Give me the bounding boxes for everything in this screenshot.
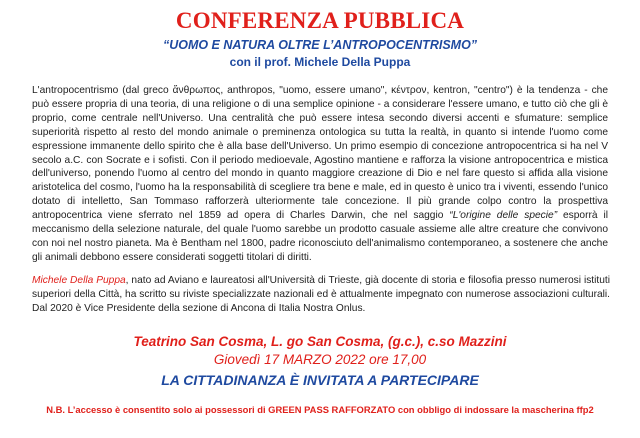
intro-text-part2: esporrà il meccanismo della selezione naturale, del quale l'uomo sarebbe un prodotto casuale assieme alle altre creature che convivono con noi nel nostro pianeta. Ma è Bentham nel 1800, padre riconosciuto dell'animalismo contemporaneo, a sostenere che anche gli animali debbono essere considerati soggetti titolari di diritti. [32,210,608,263]
intro-text-part1: L'antropocentrismo (dal greco ἄνθρωπος, anthropos, "uomo, essere umano", κέντρον, kentron, "centro") è la tendenza - che può essere propria di una teoria, di una religione o di una semplice opinione - a considerare l'essere umano, e tutto ciò che gli è proprio, come centrale nell'Universo. Una centralità che può essere intesa secondo diversi accenti e sfumature: semplice superiorità rispetto al resto del mondo animale o preminenza ontologica su tutta la realtà, in quanto si intende l'uomo come espressione immanente dello spirito che è alla base dell'Universo. Un primo esempio di concezione antropocentrica si ha nel V secolo a.C. con Socrate e i sofisti. Con il periodo medioevale, Agostino mantiene e rafforza la visione antropocentrica e mistica dell'universo, ponendo l'uomo al centro del mondo in quanto maggiore creazione di Dio e nel fare questo si affida alla visione aristotelica del cosmo, l'uomo ha la responsabilità di scegliere tra bene e male, ed in questo è unico tra i viventi, essendo l'unico dotato di intelletto, San Tommaso rafforzerà ulteriormente tale concezione. Il più grande colpo contro la prospettiva antropocentrica viene sferrato nel 1859 ad opera di Charles Darwin, che nel saggio [32,85,608,222]
invitation-line: LA CITTADINANZA È INVITATA A PARTECIPARE [161,372,479,388]
conference-subtitle: “UOMO E NATURA OLTRE L’ANTROPOCENTRISMO” [162,38,478,52]
access-note: N.B. L’accesso è consentito solo ai possessori di GREEN PASS RAFFORZATO con obbligo di indossare la mascherina ffp2 [46,404,594,415]
book-title: “L'origine delle specie” [449,210,558,222]
bio-text: , nato ad Aviano e laureatosi all'Università di Trieste, già docente di storia e filosofia presso numerosi istituti superiori della Città, ha scritto su riviste specializzate nazionali ed è attualmente impegnato con numerose associazioni culturali. Dal 2020 è Vice Presidente della sezione di Ancona di Italia Nostra Onlus. [32,275,610,314]
speaker-bio [32,274,610,316]
bio-name: Michele Della Puppa [32,275,126,286]
intro-paragraph [32,84,608,265]
event-venue: Teatrino San Cosma, L. go San Cosma, (g.c.), c.so Mazzini [133,334,507,349]
page-title: CONFERENZA PUBBLICA [175,8,465,33]
event-date: Giovedì 17 MARZO 2022 ore 17,00 [213,352,427,367]
speaker-line: con il prof. Michele Della Puppa [229,55,411,69]
